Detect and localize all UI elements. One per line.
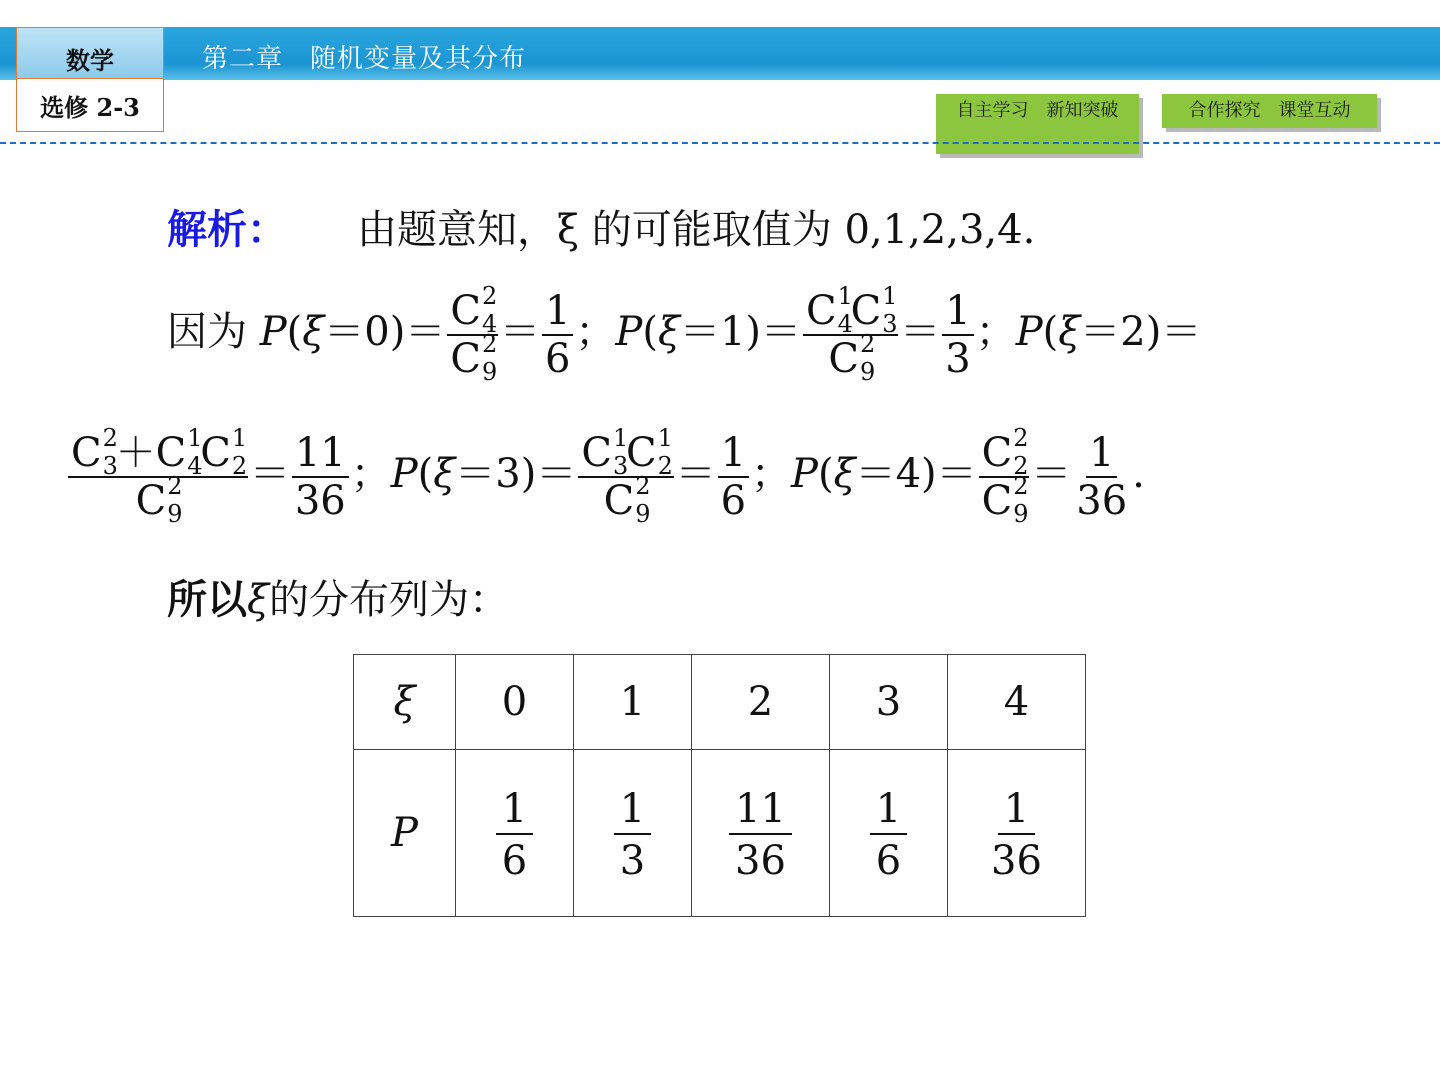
- fraction: $\frac{1}{3}$: [942, 290, 973, 380]
- table-cell: $\frac{1}{6}$: [456, 750, 574, 917]
- table-row: [354, 655, 1086, 750]
- table-cell: 1: [574, 655, 692, 750]
- fraction: C 2 4 C 2 9: [447, 290, 498, 380]
- fraction: C 2 3 ＋C 1 4 C 1 2 C 2 9: [68, 432, 248, 522]
- conclusion-prefix: 所以: [167, 577, 247, 623]
- table-cell: 2: [692, 655, 830, 750]
- table-cell: $\frac{11}{36}$: [692, 750, 830, 917]
- solution-intro: 由题意知，ξ 的可能取值为 0,1,2,3,4.: [357, 207, 1036, 253]
- fraction: $\frac{1}{36}$: [1076, 430, 1128, 524]
- distribution-table: [353, 654, 1086, 917]
- fraction: C 2 2 C 2 9: [979, 432, 1030, 522]
- solution-line-1: [167, 207, 1036, 253]
- fraction: C 1 3 C 1 2 C 2 9: [578, 432, 673, 522]
- nav-button-self-study[interactable]: 自主学习 新知突破: [936, 94, 1139, 154]
- fraction: $\frac{1}{6}$: [542, 290, 573, 380]
- course-label: 选修 2-3: [16, 79, 164, 132]
- table-cell: 0: [456, 655, 574, 750]
- fraction: $\frac{11}{36}$: [292, 432, 349, 522]
- table-header-p: P: [354, 750, 456, 917]
- table-cell: 3: [830, 655, 948, 750]
- fraction: C 1 4 C 1 3 C 2 9: [803, 290, 898, 380]
- table-cell: $\frac{1}{6}$: [830, 750, 948, 917]
- conclusion-line: 所以ξ的分布列为：: [167, 577, 510, 623]
- because-text: 因为: [167, 309, 247, 355]
- conclusion-suffix: 的分布列为：: [269, 577, 510, 623]
- subject-label: 数学: [16, 27, 164, 79]
- table-cell: $\frac{1}{3}$: [574, 750, 692, 917]
- solution-label: 解析：: [167, 207, 287, 253]
- formula-line-2: 因为 P(ξ＝0)＝ C 2 4 C 2 9 ＝ $\frac{1}{6}$ ；P(ξ＝1)＝ C 1 4 C 1 3 C 2 9 ＝ $\frac{1}{3}$ ；P(ξ＝2)＝: [167, 282, 1202, 386]
- nav-button-cooperative[interactable]: 合作探究 课堂互动: [1162, 94, 1377, 128]
- table-cell: 4: [948, 655, 1086, 750]
- table-row: [354, 750, 1086, 917]
- formula-line-3: C 2 3 ＋C 1 4 C 1 2 C 2 9 ＝ $\frac{11}{36}$ ；P(ξ＝3)＝ C 1 3 C 1 2 C 2 9 ＝ $\frac{1}{6}$ ；P(ξ＝4)＝ C 2 2 C 2 9 ＝ $\frac{1}{36}$ .: [66, 432, 1145, 522]
- table-header-xi: ξ: [354, 655, 456, 750]
- header-divider: [0, 142, 1440, 144]
- fraction: $\frac{1}{6}$: [718, 432, 749, 522]
- table-cell: $\frac{1}{36}$: [948, 750, 1086, 917]
- chapter-title: 第二章 随机变量及其分布: [202, 44, 527, 74]
